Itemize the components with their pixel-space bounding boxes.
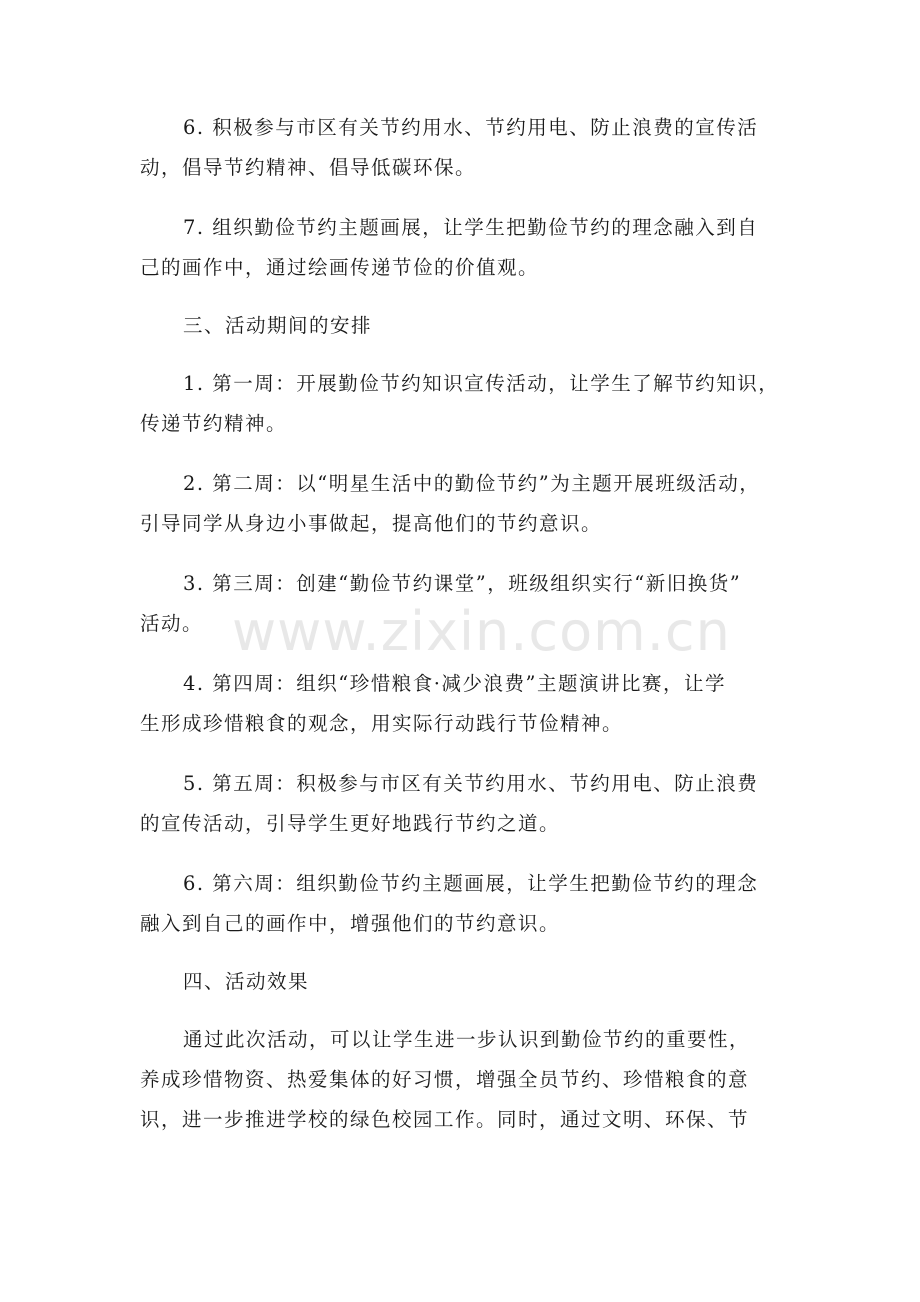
text-line: 7. 组织勤俭节约主题画展，让学生把勤俭节约的理念融入到自 [183, 216, 759, 239]
paragraph-item-6-promotion [140, 108, 785, 188]
text-line: 动，倡导节约精神、倡导低碳环保。 [140, 156, 477, 179]
text-line: 5. 第五周：积极参与市区有关节约用水、节约用电、防止浪费 [183, 772, 759, 795]
text-line: 6. 积极参与市区有关节约用水、节约用电、防止浪费的宣传活 [183, 116, 759, 139]
section-heading-effects [140, 962, 785, 1002]
text-line: 3. 第三周：创建“勤俭节约课堂”，班级组织实行“新旧换货” [183, 572, 742, 595]
text-line: 生形成珍惜粮食的观念，用实际行动践行节俭精神。 [140, 712, 624, 735]
text-line: 活动。 [140, 612, 204, 635]
text-line: 养成珍惜物资、热爱集体的好习惯，增强全员节约、珍惜粮食的意 [140, 1068, 750, 1091]
paragraph-effects-body [140, 1020, 785, 1140]
paragraph-week-4 [140, 664, 785, 744]
section-heading-schedule [140, 306, 785, 346]
text-line: 4. 第四周：组织“珍惜粮食·减少浪费”主题演讲比赛，让学 [183, 672, 726, 695]
text-line: 己的画作中，通过绘画传递节俭的价值观。 [140, 256, 540, 279]
text-line: 传递节约精神。 [140, 412, 288, 435]
text-line: 的宣传活动，引导学生更好地践行节约之道。 [140, 812, 561, 835]
text-line: 融入到自己的画作中，增强他们的节约意识。 [140, 912, 561, 935]
text-line: 1. 第一周：开展勤俭节约知识宣传活动，让学生了解节约知识， [183, 372, 780, 395]
watermark: www.zixin.com.cn [232, 600, 731, 663]
text-line: 识，进一步推进学校的绿色校园工作。同时，通过文明、环保、节 [140, 1108, 750, 1131]
paragraph-week-3 [140, 564, 785, 644]
text-line: 通过此次活动，可以让学生进一步认识到勤俭节约的重要性， [183, 1028, 751, 1051]
text-line: 6. 第六周：组织勤俭节约主题画展，让学生把勤俭节约的理念 [183, 872, 759, 895]
text-line: 四、活动效果 [183, 970, 310, 993]
paragraph-week-5 [140, 764, 785, 844]
paragraph-item-7-art-exhibit [140, 208, 785, 288]
text-line: 2. 第二周：以“明星生活中的勤俭节约”为主题开展班级活动， [183, 472, 761, 495]
paragraph-week-6 [140, 864, 785, 944]
text-line: 引导同学从身边小事做起，提高他们的节约意识。 [140, 512, 603, 535]
paragraph-week-1 [140, 364, 785, 444]
text-line: 三、活动期间的安排 [183, 314, 373, 337]
paragraph-week-2 [140, 464, 785, 544]
